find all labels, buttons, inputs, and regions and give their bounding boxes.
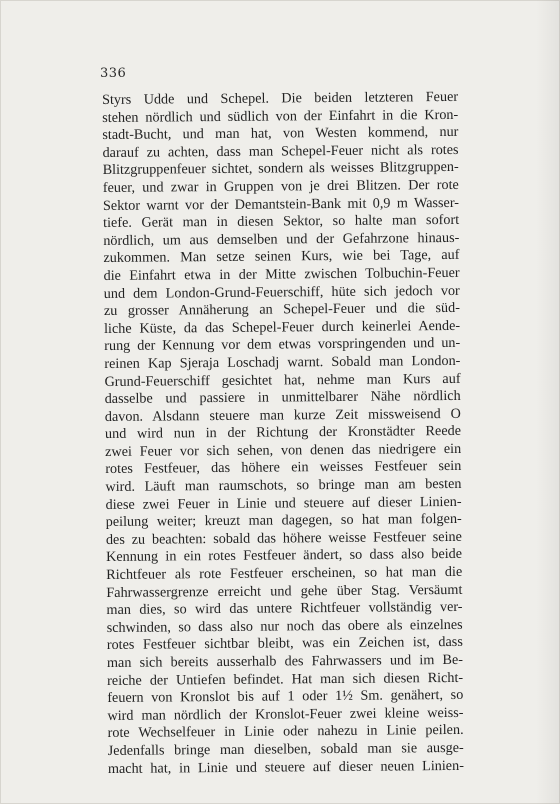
text-line: man dies, so wird das untere Richtfeuer vollständig ver- [106, 599, 463, 619]
text-line: darauf zu achten, dass man Schepel-Feuer nicht als rotes [102, 141, 459, 161]
text-line: wird man nördlich der Kronslot-Feuer zwei kleine weiss- [107, 704, 464, 724]
text-line: feuern von Kronslot bis auf 1 oder 1½ Sm. genähert, so [107, 687, 464, 707]
text-line: rotes Festfeuer, das höhere ein weisses Festfeuer sein [105, 458, 462, 478]
text-line: zu grosser Annäherung an Schepel-Feuer und die süd- [103, 300, 460, 320]
text-line: die Einfahrt etwa in der Mitte zwischen Tolbuchin-Feuer [103, 264, 460, 284]
text-line: peilung weiter; kreuzt man dagegen, so hat man folgen- [105, 511, 462, 531]
text-line: reiche der Untiefen befindet. Hat man sich diesen Richt- [107, 669, 464, 689]
text-line: liche Küste, da das Schepel-Feuer durch keinerlei Aende- [103, 317, 461, 337]
text-line: Grund-Feuerschiff gesichtet hat, nehme man Kurs auf [104, 370, 461, 390]
text-line: zukommen. Man setze seinen Kurs, wie bei Tage, auf [103, 247, 460, 267]
text-line: zwei Feuer vor sich sehen, von denen das niedrigere ein [105, 440, 462, 460]
text-line: man sich bereits ausserhalb des Fahrwassers und im Be- [106, 651, 464, 671]
text-line: tiefe. Gerät man in diesen Sektor, so halte man sofort [103, 212, 460, 232]
text-line: und wird nun in der Richtung der Kronstädter Reede [104, 423, 462, 443]
text-line: macht hat, in Linie und steuere auf dieser neuen Linien- [107, 757, 464, 777]
text-line: Fahrwassergrenze erreicht und gehe über Stag. Versäumt [106, 581, 463, 601]
text-line: des zu beachten: sobald das höhere weisse Festfeuer seine [105, 528, 462, 548]
text-line: Jedenfalls bringe man dieselben, sobald man sie ausge- [107, 739, 464, 759]
text-line: Richtfeuer als rote Festfeuer erscheinen, so hat man die [106, 563, 463, 584]
text-line: davon. Alsdann steuere man kurze Zeit missweisend O [104, 405, 461, 425]
text-line: Sektor warnt vor der Demantstein-Bank mit 0,9 m Wasser- [102, 194, 460, 214]
page-edge-shadow [536, 0, 560, 804]
text-line: reinen Kap Sjeraja Loschadj warnt. Sobald man London- [104, 352, 461, 372]
text-line: nördlich, um aus demselben und der Gefahrzone hinaus- [103, 229, 460, 249]
text-line: rotes Festfeuer sichtbar bleibt, was ein Zeichen ist, dass [106, 634, 463, 654]
text-line: Styrs Udde und Schepel. Die beiden letzteren Feuer [102, 88, 459, 108]
text-line: diese zwei Feuer in Linie und steuere auf dieser Linien- [105, 493, 462, 513]
text-line: stadt-Bucht, und man hat, von Westen kommend, nur [102, 124, 459, 144]
text-line: Kennung in ein rotes Festfeuer ändert, so dass also beide [105, 546, 463, 566]
text-line: dasselbe und passiere in unmittelbarer Nähe nördlich [104, 387, 461, 408]
text-line: stehen nördlich und südlich von der Einfahrt in die Kron- [102, 106, 459, 126]
text-line: und dem London-Grund-Feuerschiff, hüte sich jedoch vor [103, 282, 460, 302]
text-line: rung der Kennung vor dem etwas vorspringenden und un- [104, 335, 461, 355]
text-line: rote Wechselfeuer in Linie oder nahezu in Linie peilen. [107, 722, 464, 742]
text-line: wird. Läuft man raumschots, so bringe man am besten [105, 475, 462, 496]
body-text [102, 89, 464, 778]
page-number: 336 [100, 66, 127, 81]
text-line: schwinden, so dass also nur noch das obere als einzelnes [106, 616, 463, 636]
text-line: Blitzgruppenfeuer sichtet, sondern als weisses Blitzgruppen- [102, 159, 459, 179]
text-line: feuer, und zwar in Gruppen von je drei Blitzen. Der rote [102, 176, 459, 196]
